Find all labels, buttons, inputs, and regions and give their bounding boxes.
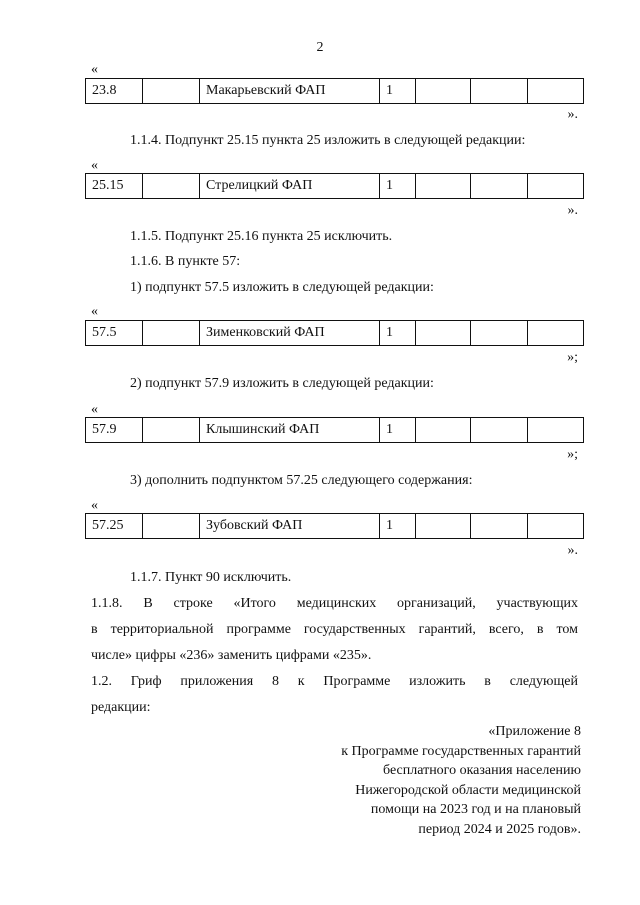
empty-cell [528,514,584,539]
closing-quote: »; [567,350,578,365]
empty-cell [471,418,528,443]
paragraph-1-1-7: 1.1.7. Пункт 90 исключить. [130,570,292,585]
opening-quote: « [91,62,98,77]
closing-quote: »; [567,447,578,462]
appendix-line: «Приложение 8 [488,724,581,739]
row-name: Клышинский ФАП [200,418,380,443]
closing-quote: ». [567,203,578,218]
paragraph-1-2-line-1: 1.2. Гриф приложения 8 к Программе изложить в следующей [91,674,578,689]
subparagraph-1: 1) подпункт 57.5 изложить в следующей редакции: [130,280,434,295]
page-number: 2 [316,40,324,55]
row-code: 57.5 [86,321,143,346]
paragraph-1-1-8-line-2: в территориальной программе государственных гарантий, всего, в том [91,622,578,637]
row-qty: 1 [380,174,416,199]
appendix-line: Нижегородской области медицинской [355,782,581,798]
row-qty: 1 [380,321,416,346]
subparagraph-3: 3) дополнить подпунктом 57.25 следующего содержания: [130,473,473,488]
empty-cell [143,321,200,346]
subparagraph-2: 2) подпункт 57.9 изложить в следующей редакции: [130,376,434,391]
empty-cell [143,514,200,539]
appendix-line: период 2024 и 2025 годов». [418,821,581,837]
appendix-header [281,722,581,839]
empty-cell [143,418,200,443]
opening-quote: « [91,402,98,417]
paragraph-1-1-5: 1.1.5. Подпункт 25.16 пункта 25 исключить. [130,229,393,244]
row-code: 57.9 [86,418,143,443]
row-name: Зименковский ФАП [200,321,380,346]
empty-cell [143,174,200,199]
paragraph-1-1-8-line-1: 1.1.8. В строке «Итого медицинских организаций, участвующих [91,596,578,611]
empty-cell [471,514,528,539]
table-row [85,320,584,346]
empty-cell [416,321,471,346]
row-code: 25.15 [86,174,143,199]
empty-cell [528,418,584,443]
empty-cell [416,514,471,539]
empty-cell [416,418,471,443]
row-code: 23.8 [86,79,143,104]
row-name: Стрелицкий ФАП [200,174,380,199]
appendix-line: помощи на 2023 год и на плановый [370,802,581,817]
empty-cell [471,174,528,199]
row-name: Зубовский ФАП [200,514,380,539]
appendix-line: бесплатного оказания населению [383,763,581,778]
table-row [85,173,584,199]
paragraph-1-2-line-2: редакции: [91,700,151,715]
appendix-line: к Программе государственных гарантий [341,743,581,759]
paragraph-1-1-8-line-3: числе» цифры «236» заменить цифрами «235». [91,648,372,663]
opening-quote: « [91,498,98,513]
table-row [85,417,584,443]
empty-cell [471,321,528,346]
row-code: 57.25 [86,514,143,539]
table-row [85,513,584,539]
empty-cell [416,79,471,104]
empty-cell [528,79,584,104]
row-qty: 1 [380,79,416,104]
closing-quote: ». [567,107,578,122]
row-name: Макарьевский ФАП [200,79,380,104]
empty-cell [528,174,584,199]
empty-cell [416,174,471,199]
closing-quote: ». [567,543,578,558]
empty-cell [528,321,584,346]
row-qty: 1 [380,418,416,443]
opening-quote: « [91,304,98,319]
paragraph-1-1-6: 1.1.6. В пункте 57: [130,254,241,269]
table-row [85,78,584,104]
opening-quote: « [91,158,98,173]
empty-cell [143,79,200,104]
paragraph-1-1-4: 1.1.4. Подпункт 25.15 пункта 25 изложить в следующей редакции: [130,133,526,148]
empty-cell [471,79,528,104]
row-qty: 1 [380,514,416,539]
